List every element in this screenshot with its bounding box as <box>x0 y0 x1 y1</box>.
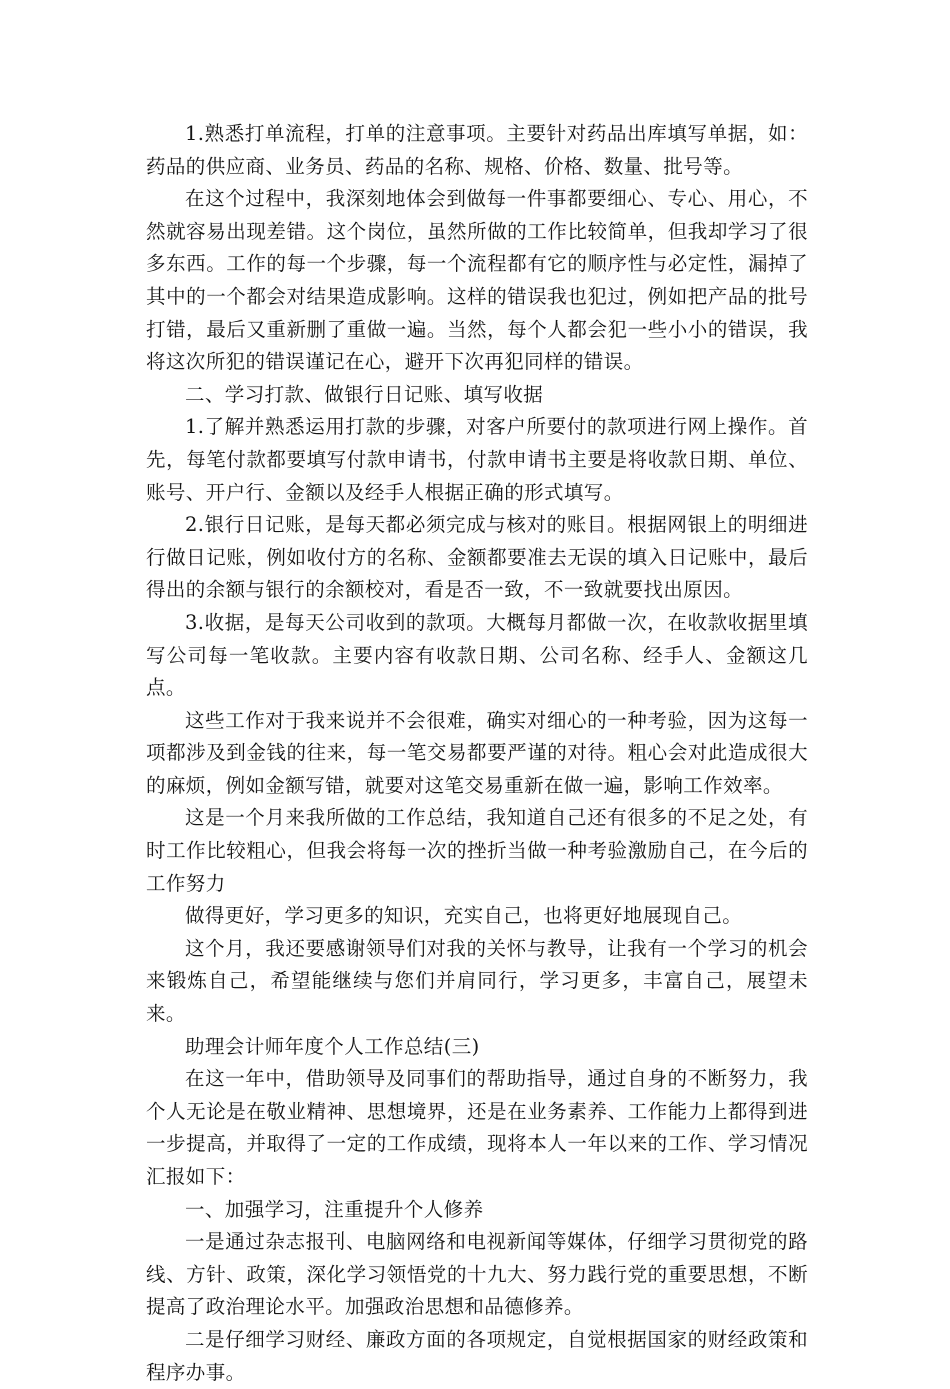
paragraph-8: 做得更好，学习更多的知识，充实自己，也将更好地展现自己。 <box>185 904 743 928</box>
document-body <box>146 118 808 1389</box>
paragraph-7: 这是一个月来我所做的工作总结，我知道自己还有很多的不足之处，有时工作比较粗心，但我会将每一次的挫折当做一种考验激励自己，在今后的工作努力 <box>146 806 808 895</box>
paragraph-1: 1.熟悉打单流程，打单的注意事项。主要针对药品出库填写单据，如：药品的供应商、业务员、药品的名称、规格、价格、数量、批号等。 <box>146 122 808 178</box>
paragraph-6: 这些工作对于我来说并不会很难，确实对细心的一种考验，因为这每一项都涉及到金钱的往来，每一笔交易都要严谨的对待。粗心会对此造成很大的麻烦，例如金额写错，就要对这笔交易重新在做一遍，影响工作效率。 <box>146 708 808 797</box>
paragraph-10: 在这一年中，借助领导及同事们的帮助指导，通过自身的不断努力，我个人无论是在敬业精神、思想境界，还是在业务素养、工作能力上都得到进一步提高，并取得了一定的工作成绩，现将本人一年以来的工作、学习情况汇报如下： <box>146 1067 808 1188</box>
paragraph-12: 二是仔细学习财经、廉政方面的各项规定，自觉根据国家的财经政策和程序办事。 <box>146 1327 808 1384</box>
document-title: 助理会计师年度个人工作总结(三) <box>185 1034 480 1058</box>
paragraph-9: 这个月，我还要感谢领导们对我的关怀与教导，让我有一个学习的机会来锻炼自己，希望能继续与您们并肩同行，学习更多，丰富自己，展望未来。 <box>146 936 808 1026</box>
section-heading-2: 二、学习打款、做银行日记账、填写收据 <box>185 382 544 406</box>
paragraph-2: 在这个过程中，我深刻地体会到做每一件事都要细心、专心、用心，不然就容易出现差错。这个岗位，虽然所做的工作比较简单，但我却学习了很多东西。工作的每一个步骤，每一个流程都有它的顺序性与必定性，漏掉了其中的一个都会对结果造成影响。这样的错误我也犯过，例如把产品的批号打错，最后又重新删了重做一遍。当然，每个人都会犯一些小小的错误，我将这次所犯的错误谨记在心，避开下次再犯同样的错误。 <box>146 187 808 374</box>
section-heading-1: 一、加强学习，注重提升个人修养 <box>185 1197 484 1221</box>
paragraph-5: 3.收据，是每天公司收到的款项。大概每月都做一次，在收款收据里填写公司每一笔收款。主要内容有收款日期、公司名称、经手人、金额这几点。 <box>146 610 808 700</box>
paragraph-11: 一是通过杂志报刊、电脑网络和电视新闻等媒体，仔细学习贯彻党的路线、方针、政策，深化学习领悟党的十九大、努力践行党的重要思想，不断提高了政治理论水平。加强政治思想和品德修养。 <box>146 1230 808 1319</box>
paragraph-4: 2.银行日记账，是每天都必须完成与核对的账目。根据网银上的明细进行做日记账，例如收付方的名称、金额都要准去无误的填入日记账中，最后得出的余额与银行的余额校对，看是否一致，不一致就要找出原因。 <box>146 513 808 602</box>
paragraph-3: 1.了解并熟悉运用打款的步骤，对客户所要付的款项进行网上操作。首先，每笔付款都要填写付款申请书，付款申请书主要是将收款日期、单位、账号、开户行、金额以及经手人根据正确的形式填写。 <box>146 415 808 504</box>
